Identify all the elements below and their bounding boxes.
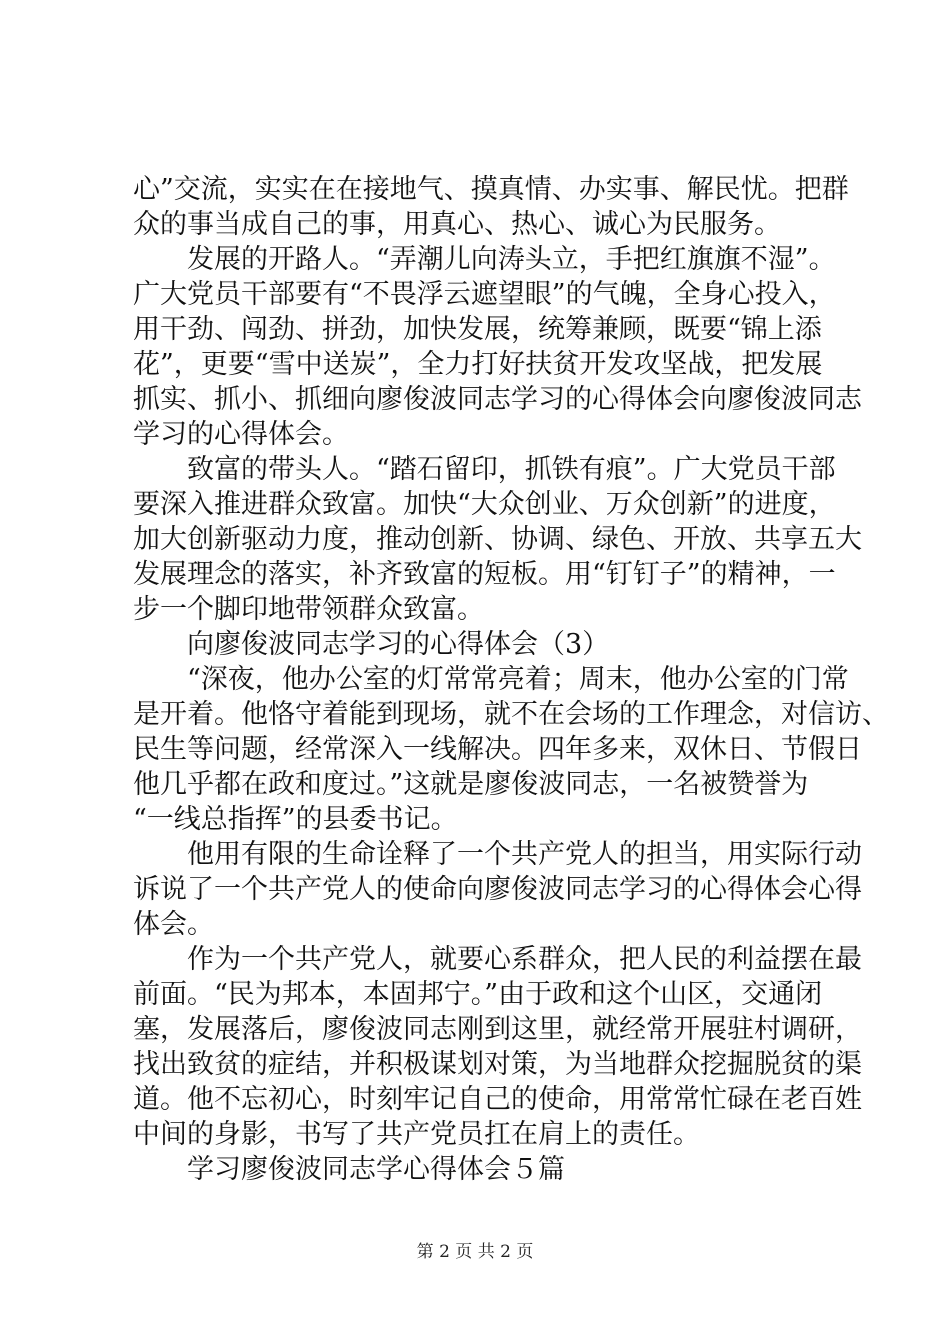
document-body (133, 172, 889, 1187)
text-line: 前面。“民为邦本，本固邦宁。”由于政和这个山区，交通闭 (133, 979, 823, 1010)
text-line: 要深入推进群众致富。加快“大众创业、万众创新”的进度， (133, 489, 836, 520)
text-line: 作为一个共产党人，就要心系群众，把人民的利益摆在最 (133, 944, 862, 975)
text-line: 向廖俊波同志学习的心得体会（3） (133, 629, 610, 660)
text-line: 中间的身影，书写了共产党员扛在肩上的责任。 (133, 1119, 700, 1150)
page-footer: 第 2 页 共 2 页 (416, 1242, 534, 1262)
text-line: 是开着。他恪守着能到现场，就不在会场的工作理念，对信访、 (133, 699, 889, 730)
text-line: 找出致贫的症结，并积极谋划对策，为当地群众挖掘脱贫的渠 (133, 1049, 862, 1080)
text-line: 民生等问题，经常深入一线解决。四年多来，双休日、节假日 (133, 734, 862, 765)
text-line: 步一个脚印地带领群众致富。 (133, 594, 484, 625)
text-line: 抓实、抓小、抓细向廖俊波同志学习的心得体会向廖俊波同志 (133, 384, 862, 415)
text-line: 众的事当成自己的事，用真心、热心、诚心为民服务。 (133, 209, 781, 240)
text-line: 心”交流，实实在在接地气、摸真情、办实事、解民忧。把群 (133, 174, 849, 205)
text-line: 学习的心得体会。 (133, 419, 349, 450)
text-line: 广大党员干部要有“不畏浮云遮望眼”的气魄，全身心投入， (133, 279, 836, 310)
text-line: 花”，更要“雪中送炭”，全力打好扶贫开发攻坚战，把发展 (133, 349, 823, 380)
text-line: 致富的带头人。“踏石留印，抓铁有痕”。广大党员干部 (133, 454, 836, 485)
text-line: 塞，发展落后，廖俊波同志刚到这里，就经常开展驻村调研， (133, 1014, 862, 1045)
text-line: 道。他不忘初心，时刻牢记自己的使命，用常常忙碌在老百姓 (133, 1084, 862, 1115)
text-line: “一线总指挥”的县委书记。 (133, 804, 458, 835)
text-line: 发展的开路人。“弄潮儿向涛头立，手把红旗旗不湿”。 (133, 244, 836, 275)
text-line: 加大创新驱动力度，推动创新、协调、绿色、开放、共享五大 (133, 524, 862, 555)
text-line: 他用有限的生命诠释了一个共产党人的担当，用实际行动 (133, 839, 862, 870)
text-line: 学习廖俊波同志学心得体会５篇 (133, 1154, 565, 1185)
text-line: 用干劲、闯劲、拼劲，加快发展，统筹兼顾，既要“锦上添 (133, 314, 822, 345)
text-line: 他几乎都在政和度过。”这就是廖俊波同志，一名被赞誉为 (133, 769, 809, 800)
text-line: 体会。 (133, 909, 214, 940)
text-line: 诉说了一个共产党人的使命向廖俊波同志学习的心得体会心得 (133, 874, 862, 905)
text-line: 发展理念的落实，补齐致富的短板。用“钉钉子”的精神，一 (133, 559, 836, 590)
text-line: “深夜，他办公室的灯常常亮着；周末，他办公室的门常 (133, 664, 849, 695)
